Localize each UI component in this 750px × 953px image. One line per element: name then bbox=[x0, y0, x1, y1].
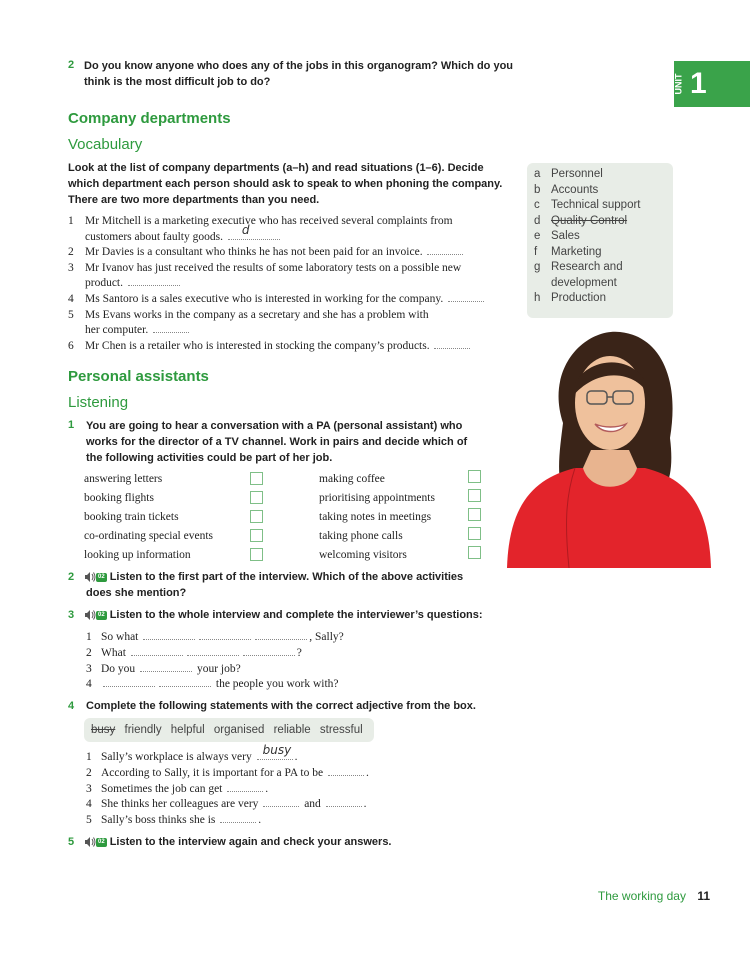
item-number: 4 bbox=[86, 798, 92, 811]
q5-number: 5 bbox=[68, 836, 75, 848]
department-letter: h bbox=[534, 292, 541, 304]
department-letter: f bbox=[534, 245, 538, 258]
answer-blank[interactable] bbox=[434, 339, 470, 349]
answer-blank[interactable] bbox=[227, 782, 263, 792]
instruction-line: There are two more departments than you need. bbox=[68, 194, 320, 206]
instruction-line: Look at the list of company departments (a–h) and read situations (1–6). Decide bbox=[68, 162, 484, 174]
page-number: 11 bbox=[697, 889, 710, 903]
audio-track[interactable] bbox=[84, 836, 107, 848]
activity-checkbox[interactable] bbox=[468, 527, 481, 540]
activity-label: co-ordinating special events bbox=[84, 530, 214, 542]
q4-item bbox=[86, 782, 369, 798]
q4-item bbox=[86, 813, 369, 829]
q4-text: Complete the following statements with the correct adjective from the box. bbox=[86, 700, 476, 712]
handwritten-answer: busy bbox=[262, 743, 292, 758]
department-name: Production bbox=[551, 292, 606, 304]
q1-line: You are going to hear a conversation with a PA (personal assistant) who bbox=[86, 420, 463, 432]
q3-instruction: Listen to the whole interview and complete the interviewer’s questions: bbox=[109, 609, 483, 621]
subheading-vocabulary: Vocabulary bbox=[68, 136, 143, 153]
item-number: 6 bbox=[68, 339, 74, 352]
activity-row bbox=[319, 508, 435, 527]
activity-row bbox=[84, 470, 213, 489]
q1-line: the following activities could be part of her job. bbox=[86, 452, 333, 464]
department-item bbox=[534, 276, 641, 292]
adjective: stressful bbox=[319, 724, 363, 736]
q5-instruction: Listen to the interview again and check your answers. bbox=[109, 836, 392, 848]
item-number: 4 bbox=[86, 678, 92, 691]
q1-line: works for the director of a TV channel. Work in pairs and decide which of bbox=[86, 436, 468, 448]
q2-line-text: does she mention? bbox=[86, 587, 187, 599]
track-number: 02 bbox=[98, 838, 105, 845]
situations-list bbox=[68, 214, 528, 354]
activity-checkbox[interactable] bbox=[468, 546, 481, 559]
answer-blank[interactable] bbox=[255, 630, 307, 640]
department-item-crossed bbox=[534, 214, 641, 230]
departments-panel bbox=[527, 163, 673, 318]
department-letter: b bbox=[534, 183, 541, 196]
situation-text: Ms Evans works in the company as a secretary and she has a problem with bbox=[85, 308, 429, 321]
q4-pre: Sometimes the job can get bbox=[101, 782, 223, 795]
q4-post: . bbox=[258, 814, 262, 827]
q4-pre: She thinks her colleagues are very bbox=[101, 798, 259, 811]
situation-item bbox=[68, 214, 528, 230]
unit-label: UNIT bbox=[673, 73, 684, 95]
department-name: Accounts bbox=[551, 183, 599, 196]
activity-label: making coffee bbox=[319, 473, 385, 485]
q3-pre: What bbox=[101, 646, 126, 659]
answer-blank[interactable] bbox=[220, 813, 256, 823]
activity-checkbox[interactable] bbox=[250, 472, 263, 485]
q3-post: the people you work with? bbox=[215, 678, 339, 691]
adjective-crossed: busy bbox=[91, 724, 116, 736]
answer-blank[interactable] bbox=[131, 646, 183, 656]
answer-blank[interactable] bbox=[243, 646, 295, 656]
answer-blank[interactable] bbox=[328, 766, 364, 776]
item-number: 1 bbox=[68, 215, 74, 227]
q4-post: . bbox=[294, 751, 298, 763]
vocabulary-instruction bbox=[68, 160, 518, 208]
activity-row bbox=[84, 546, 213, 565]
answer-blank[interactable] bbox=[187, 646, 239, 656]
q2-line bbox=[80, 569, 500, 585]
department-letter: g bbox=[534, 261, 541, 273]
q4-post: . bbox=[365, 766, 369, 779]
q2-number: 2 bbox=[68, 571, 75, 583]
item-number: 4 bbox=[68, 292, 74, 305]
woman-photo-illustration bbox=[505, 328, 711, 568]
activity-label: looking up information bbox=[84, 549, 191, 561]
activity-label: booking flights bbox=[84, 492, 154, 504]
unit-number: 1 bbox=[690, 67, 707, 100]
answer-blank[interactable] bbox=[263, 797, 299, 807]
activity-checkbox[interactable] bbox=[250, 491, 263, 504]
activity-checkbox[interactable] bbox=[250, 548, 263, 561]
q3-item bbox=[86, 630, 344, 646]
department-name: development bbox=[551, 276, 617, 289]
item-number: 2 bbox=[86, 766, 92, 779]
item-number: 5 bbox=[68, 308, 74, 321]
activity-label: booking train tickets bbox=[84, 511, 179, 523]
q4-item bbox=[86, 766, 369, 782]
answer-blank[interactable] bbox=[448, 292, 484, 302]
footer bbox=[560, 889, 710, 903]
activity-row bbox=[319, 489, 435, 508]
q4-mid: and bbox=[304, 798, 321, 811]
activity-row bbox=[319, 470, 435, 489]
situation-text: customers about faulty goods. bbox=[85, 230, 223, 243]
q2-intro-line: think is the most difficult job to do? bbox=[84, 76, 271, 88]
footer-label: The working day bbox=[597, 889, 686, 903]
item-number: 1 bbox=[86, 751, 92, 763]
department-item bbox=[534, 229, 641, 245]
q3-post: your job? bbox=[196, 662, 241, 675]
item-number: 3 bbox=[86, 782, 92, 795]
situation-text: Mr Chen is a retailer who is interested in stocking the company’s products. bbox=[85, 339, 430, 352]
q3-text bbox=[80, 607, 520, 623]
situation-text: her computer. bbox=[85, 324, 149, 337]
speaker-icon bbox=[84, 609, 96, 621]
activity-row bbox=[84, 508, 213, 527]
item-number: 3 bbox=[68, 261, 74, 274]
department-name: Research and bbox=[551, 261, 623, 273]
q3-post: , Sally? bbox=[309, 631, 344, 643]
department-name: Marketing bbox=[551, 245, 602, 258]
audio-track[interactable] bbox=[84, 609, 107, 621]
department-letter: c bbox=[534, 199, 540, 211]
item-number: 5 bbox=[86, 814, 92, 827]
q3-pre: So what bbox=[101, 631, 139, 643]
activity-label: prioritising appointments bbox=[319, 492, 435, 504]
speaker-icon bbox=[84, 836, 96, 848]
q4-pre: According to Sally, it is important for a PA to be bbox=[101, 766, 324, 779]
situation-item bbox=[68, 292, 528, 308]
q3-post: ? bbox=[296, 646, 302, 659]
activity-label: taking notes in meetings bbox=[319, 511, 432, 523]
situation-text: Mr Mitchell is a marketing executive who has received several complaints from bbox=[85, 215, 453, 227]
answer-blank[interactable] bbox=[228, 223, 280, 240]
q4-post: . bbox=[265, 782, 269, 795]
audio-track[interactable] bbox=[84, 571, 107, 583]
q2-intro-text bbox=[84, 58, 544, 90]
item-number: 1 bbox=[86, 631, 92, 643]
answer-blank[interactable] bbox=[326, 797, 362, 807]
q3-item bbox=[86, 646, 344, 662]
activity-row bbox=[319, 546, 435, 565]
department-name: Technical support bbox=[551, 199, 641, 211]
q1-number: 1 bbox=[68, 419, 75, 431]
q1-text bbox=[86, 418, 506, 466]
department-item bbox=[534, 245, 641, 261]
situation-text: Mr Davies is a consultant who thinks he has not been paid for an invoice. bbox=[85, 246, 423, 259]
q3-item bbox=[86, 662, 344, 678]
department-name: Quality Control bbox=[551, 214, 628, 227]
q4-post: . bbox=[363, 798, 367, 811]
activity-row bbox=[84, 527, 213, 546]
answer-blank[interactable] bbox=[128, 276, 180, 286]
item-number: 3 bbox=[86, 662, 92, 675]
q3-item bbox=[86, 677, 344, 693]
situation-item bbox=[68, 339, 528, 355]
activity-label: taking phone calls bbox=[319, 530, 403, 542]
adjective: organised bbox=[213, 724, 265, 736]
activity-row bbox=[84, 489, 213, 508]
q4-item bbox=[86, 743, 369, 766]
handwritten-answer: d bbox=[241, 223, 250, 237]
speaker-icon bbox=[84, 571, 96, 583]
q4-items bbox=[86, 743, 369, 829]
item-number: 2 bbox=[68, 246, 74, 259]
item-number: 2 bbox=[86, 646, 92, 659]
department-item bbox=[534, 260, 641, 276]
department-name: Sales bbox=[551, 230, 580, 242]
activity-label: welcoming visitors bbox=[319, 549, 407, 561]
department-item bbox=[534, 198, 641, 214]
adjective: friendly bbox=[124, 724, 162, 736]
q3-items bbox=[86, 630, 344, 693]
q2-intro-number: 2 bbox=[68, 59, 75, 71]
pa-photo bbox=[505, 328, 711, 568]
department-item bbox=[534, 183, 641, 199]
situation-text: product. bbox=[85, 277, 124, 290]
q3-pre: Do you bbox=[101, 662, 136, 675]
department-item bbox=[534, 167, 641, 183]
answer-blank[interactable] bbox=[257, 743, 293, 760]
situation-text: Ms Santoro is a sales executive who is interested in working for the company. bbox=[85, 292, 444, 305]
answer-blank[interactable] bbox=[103, 677, 155, 687]
department-letter: e bbox=[534, 230, 541, 242]
activity-row bbox=[319, 527, 435, 546]
activity-checkbox[interactable] bbox=[250, 510, 263, 523]
situation-text: Mr Ivanov has just received the results of some laboratory tests on a possible new bbox=[85, 261, 462, 274]
section-heading-personal-assistants: Personal assistants bbox=[68, 368, 209, 385]
situation-item bbox=[68, 308, 528, 324]
q4-number: 4 bbox=[68, 700, 75, 712]
track-number: 02 bbox=[98, 611, 105, 618]
subheading-listening: Listening bbox=[68, 394, 129, 411]
q4-pre: Sally’s boss thinks she is bbox=[101, 814, 216, 827]
department-letter: d bbox=[534, 214, 541, 227]
q2-line-text: Listen to the first part of the interview. Which of the above activities bbox=[109, 571, 464, 583]
q2-intro-line: Do you know anyone who does any of the jobs in this organogram? Which do you bbox=[84, 60, 514, 72]
answer-blank[interactable] bbox=[140, 662, 192, 672]
department-letter: a bbox=[534, 168, 541, 180]
situation-item bbox=[68, 261, 528, 277]
answer-blank[interactable] bbox=[427, 245, 463, 255]
situation-item bbox=[68, 323, 528, 339]
situation-item bbox=[68, 223, 528, 246]
activity-label: answering letters bbox=[84, 473, 163, 485]
department-item bbox=[534, 291, 641, 307]
department-name: Personnel bbox=[551, 168, 603, 180]
q5-text bbox=[80, 834, 520, 850]
answer-blank[interactable] bbox=[199, 630, 251, 640]
situation-item bbox=[68, 245, 528, 261]
activity-checkbox[interactable] bbox=[250, 529, 263, 542]
answer-blank[interactable] bbox=[159, 677, 211, 687]
track-number: 02 bbox=[98, 573, 105, 580]
activity-checkbox[interactable] bbox=[468, 489, 481, 502]
adjective: reliable bbox=[273, 724, 311, 736]
q3-number: 3 bbox=[68, 609, 75, 621]
activity-checkbox[interactable] bbox=[468, 470, 481, 483]
unit-tab bbox=[674, 61, 750, 107]
activity-checkbox[interactable] bbox=[468, 508, 481, 521]
answer-blank[interactable] bbox=[143, 630, 195, 640]
q2-text bbox=[80, 569, 500, 601]
q4-item bbox=[86, 797, 369, 813]
answer-blank[interactable] bbox=[153, 323, 189, 333]
situation-item bbox=[68, 276, 528, 292]
section-heading-company-departments: Company departments bbox=[68, 110, 231, 127]
adjective-box bbox=[84, 718, 374, 742]
adjective: helpful bbox=[170, 724, 205, 736]
q4-pre: Sally’s workplace is always very bbox=[101, 751, 252, 763]
instruction-line: which department each person should ask to speak to when phoning the company. bbox=[68, 178, 503, 190]
